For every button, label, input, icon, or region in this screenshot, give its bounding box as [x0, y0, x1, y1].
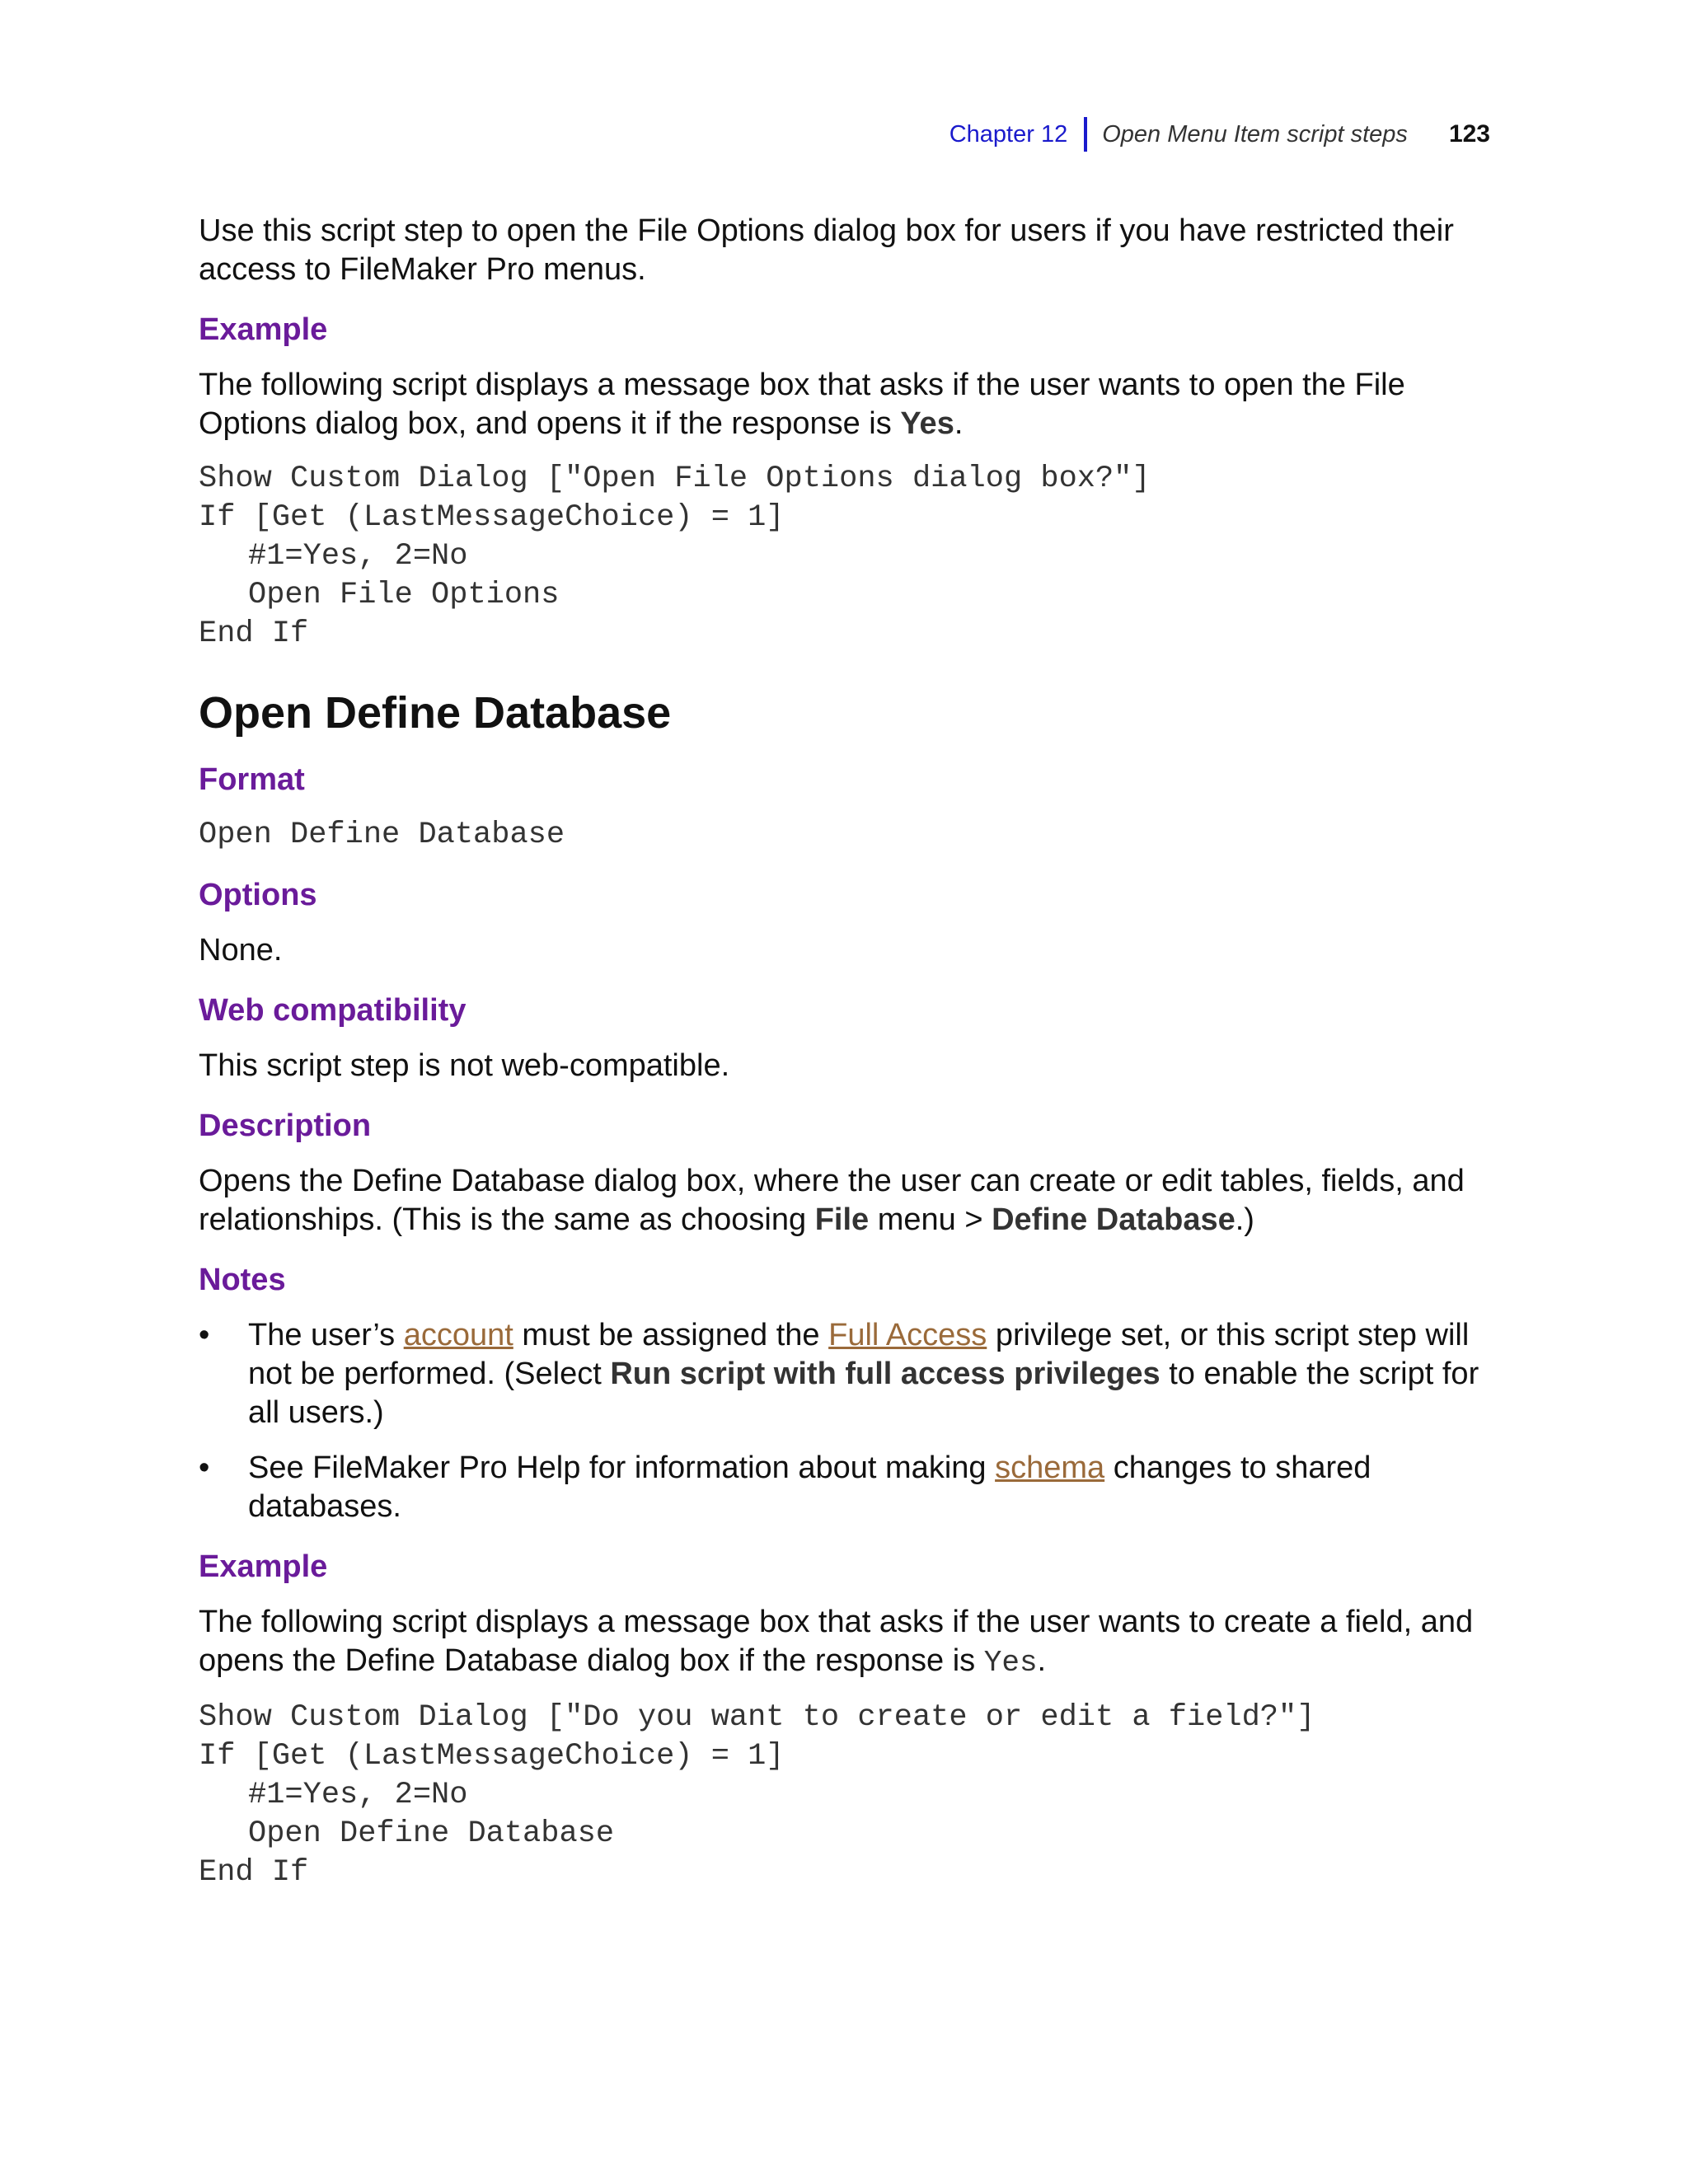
web-compatibility-text: This script step is not web-compatible.: [199, 1048, 730, 1083]
code-line: Show Custom Dialog ["Do you want to create or edit a field?"]: [199, 1700, 1315, 1735]
section-title: Open Define Database: [199, 688, 672, 738]
code-line: If [Get (LastMessageChoice) = 1]: [199, 1739, 785, 1774]
define-database-bold: Define Database: [992, 1202, 1236, 1237]
run-script-bold: Run script with full access privileges: [610, 1357, 1160, 1391]
code-line: End If: [199, 1855, 309, 1890]
bullet: •: [199, 1451, 210, 1485]
list-item: • The user’s account must be assigned the Full Access privilege set, or this script step will not be performed. (Select Run script with full access privileges to enable the script for all users.): [199, 1318, 1479, 1430]
account-link[interactable]: account: [403, 1318, 513, 1352]
chapter-title: Open Menu Item script steps: [1102, 120, 1408, 148]
code-line: If [Get (LastMessageChoice) = 1]: [199, 500, 785, 535]
example-heading: Example: [199, 312, 328, 347]
format-heading: Format: [199, 762, 305, 797]
notes-heading: Notes: [199, 1263, 286, 1297]
code-line: Open Define Database: [248, 1816, 615, 1851]
example-paragraph-2: The following script displays a message box that asks if the user wants to create a field, and opens the Define Database dialog box if the response is Yes.: [199, 1605, 1474, 1680]
example-paragraph: The following script displays a message box that asks if the user wants to open the File Options dialog box, and opens it if the response is Yes.: [199, 368, 1405, 441]
code-line: Show Custom Dialog ["Open File Options dialog box?"]: [199, 462, 1151, 496]
list-item: • See FileMaker Pro Help for information about making schema changes to shared databases.: [199, 1451, 1372, 1524]
page-number: 123: [1448, 120, 1490, 148]
example-code-block-2: [199, 1699, 1493, 1892]
description-heading: Description: [199, 1108, 372, 1143]
options-text: None.: [199, 933, 283, 968]
code-line: #1=Yes, 2=No: [248, 1778, 468, 1812]
schema-link[interactable]: schema: [995, 1451, 1105, 1485]
full-access-link[interactable]: Full Access: [828, 1318, 987, 1352]
notes-list: [199, 1316, 1493, 1526]
bullet: •: [199, 1318, 210, 1352]
header-divider: [1084, 117, 1087, 152]
format-code: Open Define Database: [199, 818, 565, 852]
options-heading: Options: [199, 878, 317, 912]
code-line: Open File Options: [248, 578, 560, 612]
yes-code: Yes: [983, 1646, 1038, 1680]
example-code-block: [199, 460, 1493, 654]
code-line: End If: [199, 616, 309, 651]
description-paragraph: Opens the Define Database dialog box, where the user can create or edit tables, fields, and relationships. (This is the same as choosing File menu > Define Database.): [199, 1164, 1465, 1237]
page-content: [199, 212, 1493, 1892]
chapter-label: Chapter 12: [949, 120, 1068, 148]
yes-bold: Yes: [900, 406, 954, 441]
code-line: #1=Yes, 2=No: [248, 539, 468, 574]
web-compatibility-heading: Web compatibility: [199, 993, 467, 1028]
example-heading-2: Example: [199, 1549, 328, 1584]
file-menu-bold: File: [814, 1202, 870, 1237]
intro-paragraph: Use this script step to open the File Options dialog box for users if you have restricted their access to FileMaker Pro menus.: [199, 213, 1454, 287]
running-header: [950, 115, 1490, 153]
